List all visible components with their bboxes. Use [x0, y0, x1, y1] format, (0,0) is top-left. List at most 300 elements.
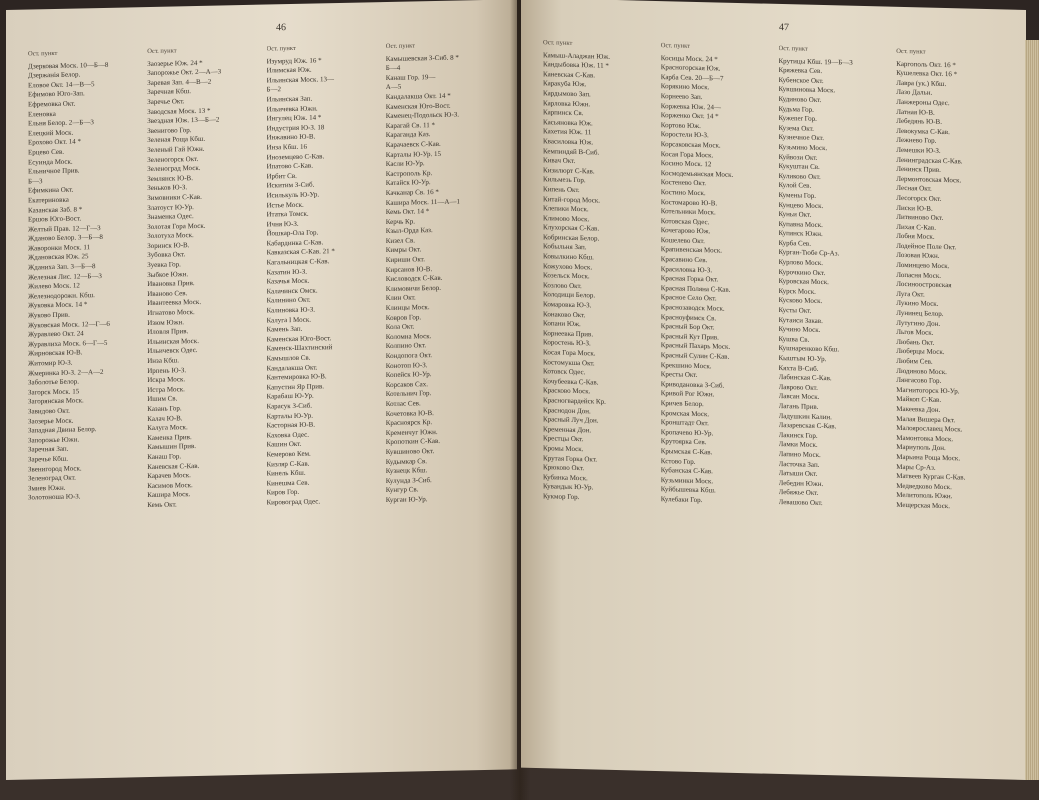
right-page-columns: [543, 38, 1008, 749]
station-entry: Любим Сев.: [896, 356, 933, 366]
station-entry: Латная Ю-В.: [896, 107, 935, 117]
station-entry: Крапивенская Моск.: [660, 245, 723, 256]
station-entry: Кумены Гор.: [778, 190, 816, 200]
station-entry: Карачаевск С-Кав.: [385, 139, 441, 149]
station-entry: Ипатово С-Кав.: [266, 161, 313, 171]
station-entry: Звездная Юж. 13—Б—2: [147, 115, 220, 126]
station-entry: Кудымкар Св.: [385, 456, 428, 466]
station-entry: Кряжевка Сев.: [778, 66, 823, 76]
station-entry: Карасук З-Сиб.: [266, 401, 313, 411]
station-entry: Калиновка Ю-З.: [266, 305, 315, 315]
station-entry: Ивановка Прив.: [147, 279, 195, 289]
station-entry: Красная Горка Окт.: [660, 274, 719, 284]
station-entry: Красноярск Кр.: [385, 418, 433, 428]
station-entry: Малая Вишера Окт.: [896, 414, 956, 424]
station-entry: Жданово Белор. 3—Б—8: [28, 233, 103, 243]
station-entry: Карпинск Св.: [543, 108, 584, 118]
station-entry: Колодищи Белор.: [543, 290, 596, 300]
station-entry: Запорожье Южн.: [28, 435, 80, 445]
station-entry: Лакинск Гор.: [778, 430, 818, 440]
station-entry: Кавказская С-Кав. 21 *: [266, 247, 335, 258]
station-entry: Зеленоград Окт.: [28, 473, 76, 483]
station-entry: Лебедянь Ю-В.: [896, 116, 942, 127]
station-entry: Дзержанія Белор.: [28, 70, 81, 80]
station-entry: Куньи Окт.: [778, 210, 812, 219]
station-entry: Загорянская Моск.: [28, 396, 84, 406]
station-column: [543, 38, 655, 741]
station-entry: Кизляр С-Кав.: [266, 459, 310, 469]
station-entry: Кузема Окт.: [778, 123, 814, 133]
station-entry: Любань Окт.: [896, 337, 935, 347]
station-entry: Крюково Окт.: [543, 463, 585, 473]
station-entry: Ефимово Юго-Зап.: [28, 89, 85, 99]
station-entry: Криводановка З-Сиб.: [660, 379, 725, 390]
station-entry: Кувшиновка Моск.: [778, 85, 836, 95]
station-entry: Ломинцево Моск.: [896, 260, 950, 271]
column-header: Ост. пункт: [28, 49, 58, 58]
station-entry: Ламки Моск.: [778, 440, 818, 450]
station-entry: Есуинда Моск.: [28, 157, 73, 167]
station-entry: Жуковская Моск. 12—Г—6: [28, 319, 110, 330]
station-entry: Ельня Белор. 2—Б—3: [28, 118, 94, 128]
station-entry: Ерцево Сев.: [28, 147, 65, 157]
station-entry: Косицы Моск. 24 *: [660, 53, 718, 64]
station-entry: Кудиново Окт.: [778, 94, 822, 104]
station-entry: Еленовка: [28, 109, 56, 119]
station-entry: Казачья Моск.: [266, 276, 310, 286]
station-entry: Лавра (ук.) Кбш.: [896, 78, 947, 88]
station-column: [779, 44, 891, 747]
station-entry: Карба Сев. 20—Б—7: [660, 72, 724, 83]
station-entry: Купавна Моск.: [778, 219, 823, 229]
station-entry: Каменская Юго-Вост.: [385, 101, 451, 111]
station-entry: Лесогорск Окт.: [896, 193, 942, 203]
station-entry: Зеньков Ю-З.: [147, 183, 188, 193]
station-entry: Медведково Моск.: [896, 481, 952, 491]
station-entry: Лукино Моск.: [896, 299, 939, 309]
station-entry: Красная Поляна С-Кав.: [660, 283, 731, 294]
station-entry: Кресты Окт.: [660, 370, 698, 380]
station-entry: Карловка Южн.: [543, 98, 591, 108]
station-entry: Каргополь Окт. 16 *: [896, 59, 956, 69]
station-column: [661, 41, 773, 744]
station-entry: Кандалакша Окт.: [266, 363, 318, 373]
station-entry: Кузнечное Окт.: [778, 133, 824, 143]
station-entry: Кутаиси Закав.: [778, 315, 823, 325]
station-entry: Качканар Св. 16 *: [385, 187, 439, 197]
station-entry: Кушнаренково Кбш.: [778, 344, 840, 354]
station-entry: Матвеев Курган С-Кав.: [896, 471, 966, 482]
station-entry: Колпино Окт.: [385, 341, 427, 351]
station-entry: Красный Бор Окт.: [660, 322, 715, 332]
station-entry: Кулой Сев.: [778, 181, 812, 191]
station-entry: Красный Луч Дон.: [543, 415, 599, 425]
station-entry: Иноземцево С-Кав.: [266, 151, 325, 162]
station-entry: Ленинградская С-Кав.: [896, 155, 963, 165]
station-entry: Жаворонки Моск. 11: [28, 243, 91, 253]
station-entry: Кобыльня Зап.: [543, 242, 587, 252]
station-entry: Ладушкин Калин.: [778, 411, 832, 421]
station-entry: Кастрополь Кр.: [385, 168, 433, 178]
station-entry: Куликово Окт.: [778, 171, 821, 181]
station-entry: Китай-город Моск.: [543, 194, 601, 205]
station-entry: Лутугино Дон.: [896, 318, 941, 328]
station-entry: Лабинская С-Кав.: [778, 373, 832, 383]
station-entry: Катайск Ю-Ур.: [385, 178, 431, 188]
station-entry: Кудьма Гор.: [778, 104, 814, 114]
station-entry: Жуково Прив.: [28, 310, 70, 320]
station-entry: Крутицы Кбш. 19—Б—3: [778, 56, 853, 67]
station-entry: Железная Лис. 12—Б—3: [28, 271, 102, 282]
station-entry: Котлас Сев.: [385, 399, 421, 409]
station-entry: Кизилюрт С-Кав.: [543, 165, 595, 176]
page-edges: [1025, 40, 1039, 780]
station-entry: Жилево Моск. 12: [28, 281, 80, 291]
column-header: Ост. пункт: [778, 44, 808, 53]
station-entry: Кильмезь Гор.: [543, 175, 586, 185]
station-entry: Каменск-Шахтинский: [266, 343, 333, 353]
station-column: [28, 47, 141, 749]
station-entry: Камыш-Аладжан Юж.: [543, 50, 611, 61]
station-entry: Лагань Прив.: [778, 401, 819, 411]
station-entry: Лопасня Моск.: [896, 270, 941, 280]
station-entry: Лобня Моск.: [896, 232, 935, 242]
station-entry: Ильинская Зап.: [266, 94, 313, 104]
station-entry: Кучино Моск.: [778, 325, 821, 335]
station-entry: Кронштадт Окт.: [660, 418, 709, 428]
station-entry: Камышин Прив.: [147, 442, 197, 452]
station-entry: Кубинка Моск.: [543, 472, 588, 483]
station-entry: Лозовая Южн.: [896, 251, 940, 261]
station-entry: Курба Сев.: [778, 238, 811, 248]
station-entry: Копани Юж.: [543, 319, 581, 329]
station-entry: Ефимкина Окт.: [28, 185, 74, 195]
station-entry: Кировоград Одес.: [266, 497, 321, 507]
left-page-columns: [28, 40, 499, 750]
station-entry: Ланжероны Одес.: [896, 97, 950, 108]
station-entry: Корнеево Зап.: [660, 92, 703, 102]
station-entry: Кочегарово Юж.: [660, 226, 711, 236]
station-entry: Йошкар-Ола Гор.: [266, 228, 319, 238]
station-entry: Ельничное Прив.: [28, 166, 80, 176]
station-entry: Заозерье Юж. 24 *: [147, 58, 203, 68]
station-entry: Ильинская Моск.: [147, 336, 199, 346]
station-entry: Макеевка Дон.: [896, 404, 941, 414]
station-entry: Калач Ю-В.: [147, 413, 183, 423]
station-entry: Заревая Зап. 4—В—2: [147, 77, 212, 87]
station-entry: Климово Моск.: [543, 213, 590, 224]
station-entry: Курган Ю-Ур.: [385, 495, 428, 504]
station-entry: Кукмор Гор.: [543, 492, 580, 501]
station-entry: Калуга Моск.: [147, 423, 188, 433]
station-entry: Майкоп С-Кав.: [896, 395, 942, 405]
station-entry: Кромская Моск.: [660, 408, 710, 418]
station-entry: Латыши Окт.: [778, 469, 818, 479]
page-number-left: 46: [276, 22, 286, 34]
station-column: [147, 45, 260, 747]
station-entry: Канаш Гор. 19—: [385, 72, 436, 82]
station-entry: Кушелевка Окт. 16 *: [896, 69, 958, 79]
station-entry: Конотоп Ю-З.: [385, 360, 428, 370]
station-entry: Мары Ср-Аз.: [896, 462, 936, 472]
station-entry: Ирбит Св.: [266, 171, 297, 181]
station-entry: Заречье Кбш.: [28, 454, 68, 464]
station-entry: Кошелево Окт.: [660, 235, 705, 246]
station-entry: Кемь Окт.: [147, 500, 177, 509]
station-entry: Инза Кбш.: [147, 356, 180, 366]
station-entry: Лермонтовская Моск.: [896, 174, 962, 185]
station-entry: Корсаков Сах.: [385, 379, 428, 389]
station-entry: Зыбкое Южн.: [147, 269, 189, 279]
station-entry: Краснозаводск Моск.: [660, 303, 725, 313]
station-entry: Кандалакша Окт. 14 *: [385, 91, 451, 102]
station-entry: Лемешки Ю-З.: [896, 145, 941, 155]
station-entry: Елецкий Моск.: [28, 128, 74, 138]
station-entry: Кисловодск С-Кав.: [385, 274, 443, 284]
station-entry: Кстово Гор.: [660, 456, 696, 466]
station-entry: Итатка Томск.: [266, 209, 309, 219]
station-entry: Искитим З-Сиб.: [266, 180, 315, 190]
station-entry: Кыштым Ю-Ур.: [778, 353, 827, 364]
station-entry: Ждановская Юж. 25: [28, 252, 89, 263]
station-entry: Кузьминки Моск.: [660, 475, 714, 486]
station-entry: А—5: [385, 83, 402, 92]
station-entry: Загорск Моск. 15: [28, 387, 80, 397]
station-entry: Лянгасово Гор.: [896, 376, 942, 386]
station-entry: Косая Гора Моск.: [660, 149, 714, 159]
station-entry: Калуга I Моск.: [266, 315, 312, 325]
station-entry: Квасиловка Юж.: [543, 137, 594, 147]
station-entry: Истье Моск.: [266, 200, 304, 210]
station-entry: Лежнево Гор.: [896, 136, 937, 146]
station-entry: Красный Сулин С-Кав.: [660, 351, 730, 361]
station-entry: Марьина Роща Моск.: [896, 452, 961, 463]
station-entry: Малоярославец Моск.: [896, 423, 963, 434]
station-entry: Корсаковская Моск.: [660, 140, 721, 150]
station-entry: Запорожье Окт. 2—А—3: [147, 67, 222, 78]
station-entry: Б—2: [266, 85, 282, 94]
station-entry: Золотуха Моск.: [147, 231, 194, 241]
station-entry: Канаш Гор.: [147, 452, 182, 461]
station-entry: Красный Кут Прив.: [660, 331, 719, 342]
station-entry: Касторная Ю-В.: [266, 420, 316, 430]
station-entry: Кромы Моск.: [543, 444, 584, 454]
station-entry: Ильичевск Одес.: [147, 346, 198, 356]
column-header: Ост. пункт: [543, 39, 573, 47]
station-entry: Искра Моск.: [147, 375, 186, 385]
station-entry: Керчь Кр.: [385, 217, 415, 226]
station-entry: Завидово Окт.: [28, 406, 70, 416]
station-entry: Льгов Моск.: [896, 328, 934, 337]
station-entry: Еловое Окт. 14—В—5: [28, 79, 95, 90]
station-entry: Карачев Моск.: [147, 471, 191, 481]
station-entry: Ковылкино Кбш.: [543, 252, 594, 262]
station-entry: Косино Моск. 12: [660, 159, 712, 169]
station-entry: Ингулец Юж. 14 *: [266, 113, 322, 123]
station-entry: Кахетия Юж. 11: [543, 127, 592, 137]
station-entry: Курск Моск.: [778, 286, 816, 296]
station-entry: Каширa Моск.: [147, 490, 191, 500]
station-entry: Ершов Юго-Вост.: [28, 214, 82, 224]
station-entry: Журавлево Окт. 24: [28, 329, 84, 339]
station-entry: Куйбышевка Кбш.: [660, 485, 716, 495]
station-entry: Красноуфимск Св.: [660, 312, 717, 323]
station-entry: Курган-Тюбе Ср-Аз.: [778, 248, 840, 258]
station-entry: Зуевка Гор.: [147, 260, 181, 270]
station-entry: Котельнич Гор.: [385, 389, 432, 399]
station-entry: Иловля Прив.: [147, 327, 189, 337]
station-entry: Карталы Ю-Ур. 15: [385, 149, 441, 159]
station-entry: Литвиново Окт.: [896, 212, 944, 223]
station-entry: Золотоноша Ю-З.: [28, 492, 81, 502]
station-entry: Каневская С-Кав.: [543, 69, 596, 80]
station-entry: Иваново Сев.: [147, 289, 188, 298]
station-entry: Касимов Моск.: [147, 480, 193, 490]
station-entry: Кропоткин С-Кав.: [385, 437, 441, 447]
station-entry: Заболотье Белор.: [28, 377, 79, 387]
station-entry: Касьяновка Юж.: [543, 117, 593, 128]
station-entry: Индустрия Ю-З. 18: [266, 123, 325, 133]
station-entry: Кусты Окт.: [778, 305, 812, 315]
station-entry: Кременная Дон.: [543, 424, 592, 435]
station-entry: Кропачево Ю-Ур.: [660, 427, 714, 438]
station-entry: Клепики Моск.: [543, 204, 589, 214]
station-entry: Лаврово Окт.: [778, 382, 818, 392]
station-entry: Каменская Юго-Вост.: [266, 333, 332, 344]
station-entry: Изюм Южн.: [147, 317, 184, 327]
station-entry: Карабаш Ю-Ур.: [266, 391, 314, 401]
station-entry: Купянск Южн.: [778, 229, 823, 239]
station-entry: Илимская Юж.: [266, 65, 312, 75]
station-entry: Котельники Моск.: [660, 207, 716, 217]
station-entry: Красный Пахарь Моск.: [660, 341, 731, 352]
station-entry: Кемпиндяй В-Сиб.: [543, 146, 600, 157]
station-entry: Мещерская Моск.: [896, 500, 950, 511]
station-entry: Лихая С-Кав.: [896, 222, 936, 232]
station-entry: Котовская Одес.: [660, 216, 710, 226]
station-entry: Зубовка Окт.: [147, 250, 186, 260]
station-entry: Кузнецк Кбш.: [385, 466, 428, 476]
station-entry: Комаровка Ю-З.: [543, 300, 592, 310]
station-entry: Кимры Окт.: [385, 245, 422, 255]
column-header: Ост. пункт: [266, 44, 296, 53]
station-entry: Людиново Моск.: [896, 366, 947, 376]
station-entry: Костомарово Ю-В.: [660, 197, 718, 207]
station-entry: Краснодон Дон.: [543, 405, 591, 415]
station-column: [267, 42, 380, 744]
station-entry: Костенево Окт.: [660, 178, 707, 188]
station-entry: Кунгур Св.: [385, 485, 419, 495]
station-entry: Змиев Южн.: [28, 483, 66, 493]
station-entry: Лазо Дальн.: [896, 88, 933, 98]
station-entry: Красавино Сев.: [660, 255, 708, 265]
station-entry: Кзыл-Орда Каз.: [385, 226, 433, 236]
station-entry: Кяхта В-Сиб.: [778, 363, 819, 373]
station-entry: Заречная Кбш.: [147, 87, 192, 97]
station-entry: Заречье Окт.: [147, 97, 185, 107]
station-entry: Инжавино Ю-В.: [266, 132, 316, 142]
station-entry: Косая Гора Моск.: [543, 348, 596, 358]
station-entry: Ишим Св.: [147, 394, 178, 404]
station-entry: Левокумка С-Кав.: [896, 126, 950, 136]
station-entry: Крутоярка Сев.: [660, 437, 707, 447]
station-entry: Камышевская З-Сиб. 8 *: [385, 53, 459, 63]
station-entry: Калинино Окт.: [266, 296, 311, 305]
station-entry: Киров Гор.: [266, 488, 300, 497]
station-entry: Жуковка Моск. 14 *: [28, 300, 88, 310]
station-entry: Кашин Окт.: [266, 440, 302, 449]
column-header: Ост. пункт: [660, 42, 691, 50]
station-entry: Красное Село Окт.: [660, 293, 717, 303]
station-entry: Крутая Горка Окт.: [543, 453, 598, 464]
station-entry: Казатин Ю-З.: [266, 267, 307, 277]
station-entry: Зеленый Гай Южн.: [147, 144, 205, 154]
station-entry: Клин Окт.: [385, 293, 416, 303]
station-entry: Ирпень Ю-З.: [147, 365, 187, 375]
station-entry: Конаково Окт.: [543, 309, 586, 319]
station-entry: Желтый Прав. 12—Г—3: [28, 223, 101, 234]
station-entry: Кола Окт.: [385, 322, 415, 332]
station-entry: Кипень Окт.: [543, 185, 580, 194]
station-entry: Луга Окт.: [896, 289, 925, 299]
station-entry: Клухорская С-Кав.: [543, 223, 600, 233]
station-entry: Б—3: [28, 176, 43, 186]
station-entry: Коржевка Юж. 24—: [660, 101, 721, 112]
station-entry: Ильинская Моск. 13—: [266, 74, 334, 85]
station-entry: Корякино Моск.: [660, 82, 710, 92]
station-entry: Кулебаки Гор.: [660, 494, 703, 504]
station-entry: Кашира Моск. 11—А—1: [385, 196, 460, 207]
station-entry: Кувшиново Окт.: [385, 446, 435, 456]
station-entry: Лиски Ю-В.: [896, 203, 933, 213]
station-entry: Кочетовка Ю-В.: [385, 408, 434, 418]
station-entry: Кувандык Ю-Ур.: [543, 482, 594, 492]
station-entry: Кондопога Окт.: [385, 351, 432, 361]
station-entry: Каневская С-Кав.: [147, 461, 200, 471]
station-entry: Инза Кбш. 16: [266, 142, 308, 152]
station-entry: Каракуба Юж.: [543, 79, 587, 89]
station-entry: Камышлов Св.: [266, 353, 311, 363]
station-entry: Мариуполь Дон.: [896, 443, 946, 453]
station-entry: Левашово Окт.: [778, 497, 823, 507]
station-entry: Курлово Моск.: [778, 258, 824, 268]
station-entry: Кинешма Сев.: [266, 478, 310, 488]
station-entry: Екатериновка: [28, 195, 69, 205]
station-entry: Камень Зап.: [266, 325, 303, 334]
station-entry: Котовск Одес.: [543, 367, 586, 377]
station-entry: Житомир Ю-З.: [28, 358, 73, 368]
station-entry: Коростень Ю-З.: [543, 338, 591, 348]
station-entry: Козлово Окт.: [543, 281, 582, 290]
station-entry: Кемь Окт. 14 *: [385, 207, 430, 217]
station-entry: Космодемьянская Моск.: [660, 168, 734, 179]
station-entry: Копейск Ю-Ур.: [385, 370, 432, 380]
station-entry: Кременчуг Южн.: [385, 427, 438, 437]
station-entry: Красногвардейск Кр.: [543, 396, 606, 406]
station-entry: Крекшино Моск.: [660, 360, 712, 370]
station-entry: Лавсан Моск.: [778, 392, 820, 402]
station-entry: Б—4: [385, 63, 401, 73]
station-entry: Климовичи Белор.: [385, 283, 442, 293]
station-entry: Ковров Гор.: [385, 312, 422, 322]
station-entry: Западная Двина Белор.: [28, 425, 97, 435]
station-entry: Корженко Окт. 14 *: [660, 111, 719, 121]
column-header: Ост. пункт: [385, 42, 416, 51]
station-entry: Кривой Рог Южн.: [660, 389, 715, 399]
station-entry: Лосиноостровская: [896, 280, 952, 290]
station-entry: Кандыбовка Юж. 11 *: [543, 60, 609, 70]
station-entry: Кобринская Белор.: [543, 233, 600, 243]
